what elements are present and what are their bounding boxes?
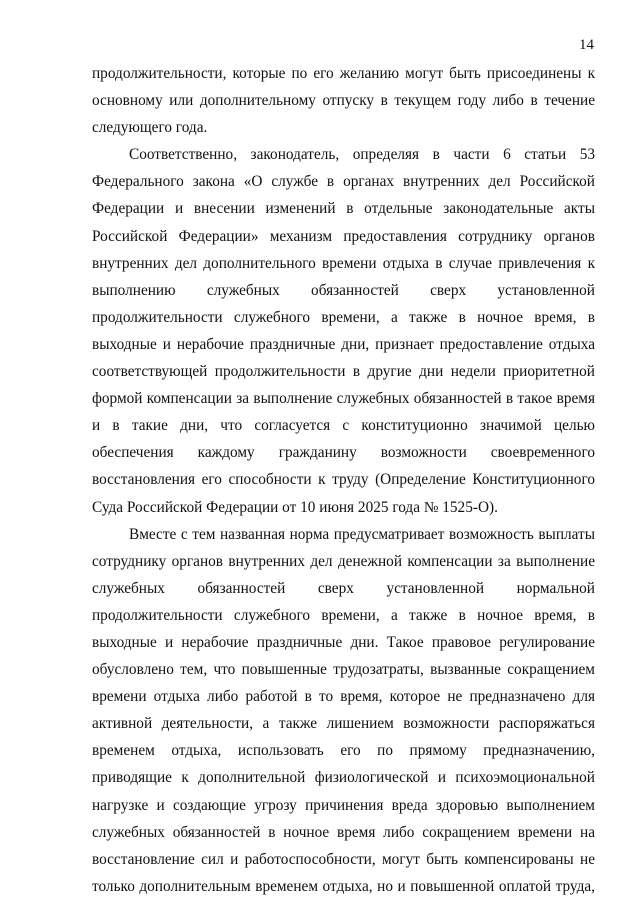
- text-line: продолжительности, которые по его желанию могут быть присоединены к: [92, 65, 595, 82]
- text-line: внутренних дел дополнительного времени отдыха в случае привлечения к: [92, 254, 595, 272]
- text-line: Соответственно, законодатель, определяя в части 6 статьи 53: [129, 146, 595, 164]
- text-line: Суда Российской Федерации от 10 июня 2025 года № 1525-О).: [92, 498, 498, 516]
- text-line: выходные и нерабочие праздничные дни, признает предоставление отдыха: [92, 335, 595, 353]
- document-body: [92, 60, 595, 900]
- text-line: формой компенсации за выполнение служебных обязанностей в такое время: [92, 390, 595, 408]
- text-line: восстановление сил и работоспособности, могут быть компенсированы не: [92, 850, 595, 868]
- text-line: соответствующей продолжительности в другие дни недели приоритетной: [92, 363, 595, 381]
- text-line: обусловлено тем, что повышенные трудозатраты, вызванные сокращением: [92, 661, 595, 679]
- text-line: сотруднику органов внутренних дел денежной компенсации за выполнение: [92, 552, 595, 570]
- paragraph: [92, 521, 595, 900]
- text-line: Федерального закона «О службе в органах внутренних дел Российской: [92, 173, 595, 191]
- text-line: служебных обязанностей в ночное время либо сокращением времени на: [92, 823, 595, 841]
- text-line: выходные и нерабочие праздничные дни. Такое правовое регулирование: [92, 633, 595, 651]
- text-line: и в такие дни, что согласуется с конституционно значимой целью: [92, 417, 595, 435]
- paragraph: [92, 60, 595, 141]
- text-line: выполнению служебных обязанностей сверх установленной: [92, 281, 595, 299]
- text-line: временем отдыха, использовать его по прямому предназначению,: [92, 742, 595, 760]
- text-line: только дополнительным временем отдыха, но и повышенной оплатой труда,: [92, 877, 595, 895]
- text-line: Вместе с тем названная норма предусматривает возможность выплаты: [129, 525, 595, 543]
- text-line: активной деятельности, а также лишением возможности распоряжаться: [92, 715, 595, 733]
- text-line: нагрузке и создающие угрозу причинения вреда здоровью выполнением: [92, 796, 595, 814]
- text-line: служебных обязанностей сверх установленной нормальной: [92, 579, 595, 597]
- text-line: Федерации и внесении изменений в отдельные законодательные акты: [92, 200, 595, 218]
- paragraph: [92, 141, 595, 520]
- page-number: 14: [579, 37, 594, 53]
- text-line: обеспечения каждому гражданину возможности своевременного: [92, 444, 595, 462]
- text-line: следующего года.: [92, 119, 208, 137]
- text-line: продолжительности служебного времени, а также в ночное время, в: [92, 308, 595, 326]
- text-line: продолжительности служебного времени, а также в ночное время, в: [92, 606, 595, 624]
- text-line: основному или дополнительному отпуску в текущем году либо в течение: [92, 92, 595, 110]
- text-line: приводящие к дополнительной физиологической и психоэмоциональной: [92, 769, 595, 787]
- text-line: восстановления его способности к труду (Определение Конституционного: [92, 471, 595, 489]
- text-line: времени отдыха либо работой в то время, которое не предназначено для: [92, 688, 595, 706]
- text-line: Российской Федерации» механизм предоставления сотруднику органов: [92, 227, 595, 245]
